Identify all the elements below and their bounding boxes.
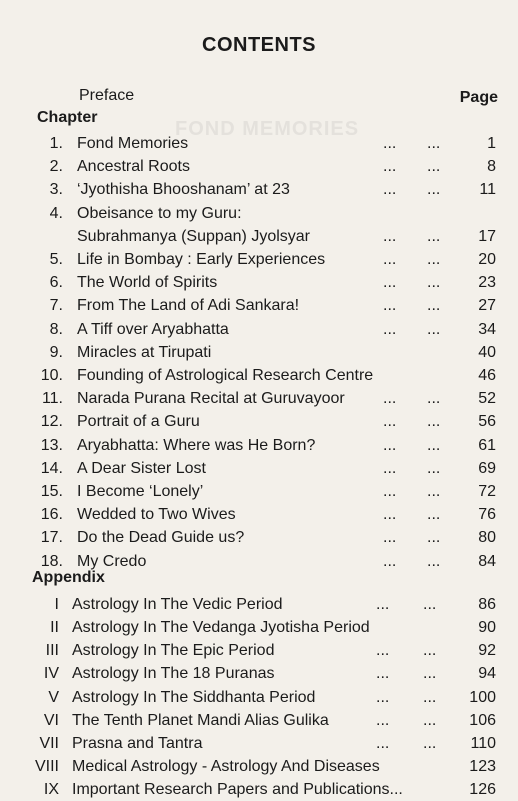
- appendix-page-number: 126: [469, 781, 496, 799]
- leader-dots: ...: [376, 688, 390, 706]
- leader-dots: ...: [427, 506, 441, 524]
- page-column-header: Page: [459, 89, 498, 106]
- appendix-title: Astrology In The Siddhanta Period: [72, 688, 316, 706]
- appendix-number: III: [45, 642, 59, 660]
- chapter-page-number: 52: [478, 390, 496, 408]
- chapter-row: [0, 526, 518, 549]
- chapter-row: [0, 225, 518, 248]
- leader-dots: ...: [383, 135, 397, 152]
- chapter-title: Do the Dead Guide us?: [77, 529, 245, 547]
- appendix-title: Medical Astrology - Astrology And Diseases: [72, 758, 380, 776]
- chapter-title: Founding of Astrological Research Centre: [77, 367, 374, 384]
- chapter-number: 16.: [40, 506, 63, 524]
- leader-dots: ...: [427, 459, 441, 477]
- chapter-section-label: Chapter: [37, 109, 98, 126]
- chapter-title: Wedded to Two Wives: [77, 506, 236, 524]
- chapter-number: 14.: [40, 459, 63, 477]
- chapter-title: Fond Memories: [77, 135, 189, 152]
- appendix-row: [0, 616, 518, 639]
- chapter-title: Life in Bombay : Early Experiences: [77, 251, 326, 268]
- leader-dots: ...: [383, 483, 397, 500]
- chapter-number: 15.: [40, 483, 63, 500]
- chapter-page-number: 27: [478, 297, 496, 315]
- chapter-title: Narada Purana Recital at Guruvayoor: [77, 390, 345, 408]
- chapter-page-number: 40: [478, 343, 496, 361]
- chapter-title: Miracles at Tirupati: [77, 343, 212, 361]
- appendix-title: Astrology In The Vedic Period: [72, 595, 283, 613]
- appendix-title: Astrology In The Epic Period: [72, 642, 275, 660]
- chapter-row: [0, 480, 518, 503]
- chapter-row: [0, 410, 518, 433]
- appendix-title: Astrology In The Vedanga Jyotisha Period: [72, 619, 370, 636]
- leader-dots: ...: [383, 320, 397, 338]
- chapter-title: The World of Spirits: [77, 274, 218, 292]
- leader-dots: ...: [383, 158, 397, 176]
- appendix-number: VI: [43, 711, 59, 729]
- appendix-page-number: 92: [478, 642, 496, 660]
- appendix-number: IX: [43, 781, 59, 799]
- chapter-number: 5.: [49, 251, 63, 268]
- bleed-through-text: FOND MEMORIES: [175, 118, 360, 140]
- leader-dots: ...: [427, 390, 441, 408]
- chapter-page-number: 61: [478, 436, 496, 454]
- leader-dots: ...: [383, 274, 397, 292]
- leader-dots: ...: [423, 688, 437, 706]
- leader-dots: ...: [376, 665, 390, 683]
- appendix-number: V: [48, 688, 59, 706]
- leader-dots: ...: [423, 735, 437, 752]
- appendix-title: Astrology In The 18 Puranas: [72, 665, 275, 683]
- leader-dots: ...: [376, 595, 390, 613]
- chapter-title: From The Land of Adi Sankara!: [77, 297, 300, 315]
- leader-dots: ...: [383, 436, 397, 454]
- chapter-number: 10.: [40, 367, 63, 384]
- leader-dots: ...: [427, 413, 441, 431]
- chapter-row: [0, 341, 518, 364]
- leader-dots: ...: [383, 506, 397, 524]
- leader-dots: ...: [423, 595, 437, 613]
- preface-label: Preface: [79, 87, 135, 104]
- chapter-page-number: 11: [479, 181, 496, 199]
- chapter-title: A Tiff over Aryabhatta: [77, 320, 229, 338]
- chapter-title: Aryabhatta: Where was He Born?: [77, 436, 316, 454]
- chapter-title: I Become ‘Lonely’: [77, 483, 204, 500]
- chapter-number: 1.: [49, 135, 63, 152]
- leader-dots: ...: [427, 251, 441, 268]
- chapter-row: [0, 178, 518, 201]
- chapter-title: ‘Jyothisha Bhooshanam’ at 23: [77, 181, 290, 199]
- appendix-page-number: 123: [469, 758, 496, 776]
- leader-dots: ...: [383, 181, 397, 199]
- appendix-page-number: 106: [469, 711, 496, 729]
- leader-dots: ...: [383, 413, 397, 431]
- appendix-number: I: [54, 595, 59, 613]
- leader-dots: ...: [423, 711, 437, 729]
- leader-dots: ...: [383, 459, 397, 477]
- chapter-page-number: 56: [478, 413, 496, 431]
- appendix-row: [0, 639, 518, 662]
- chapter-number: 12.: [40, 413, 63, 431]
- leader-dots: ...: [383, 251, 397, 268]
- leader-dots: ...: [383, 297, 397, 315]
- leader-dots: ...: [427, 181, 441, 199]
- chapter-row: [0, 271, 518, 294]
- chapter-number: 2.: [49, 158, 63, 176]
- chapter-row: [0, 457, 518, 480]
- appendix-number: VII: [39, 735, 59, 752]
- chapter-page-number: 8: [487, 158, 496, 176]
- chapter-number: 17.: [40, 529, 63, 547]
- chapter-page-number: 20: [478, 251, 496, 268]
- chapter-page-number: 72: [478, 483, 496, 500]
- appendix-title: The Tenth Planet Mandi Alias Gulika: [72, 711, 329, 729]
- chapter-number: 13.: [40, 436, 63, 454]
- chapter-number: 6.: [49, 274, 63, 292]
- leader-dots: ...: [383, 529, 397, 547]
- chapter-row: [0, 294, 518, 317]
- leader-dots: ...: [376, 735, 390, 752]
- chapter-page-number: 46: [478, 367, 496, 384]
- leader-dots: ...: [427, 552, 441, 570]
- chapter-title: A Dear Sister Lost: [77, 459, 206, 477]
- appendix-number: VIII: [34, 758, 59, 776]
- leader-dots: ...: [427, 483, 441, 500]
- leader-dots: ...: [427, 320, 441, 338]
- leader-dots: ...: [427, 529, 441, 547]
- appendix-row: [0, 662, 518, 685]
- leader-dots: ...: [383, 227, 397, 245]
- chapter-title: Obeisance to my Guru:: [77, 204, 242, 222]
- leader-dots: ...: [383, 390, 397, 408]
- chapter-title: Portrait of a Guru: [77, 413, 200, 431]
- appendix-page-number: 110: [470, 735, 496, 752]
- appendix-title: Prasna and Tantra: [72, 735, 203, 752]
- chapter-number: 11.: [41, 390, 63, 408]
- appendix-row: [0, 709, 518, 732]
- leader-dots: ...: [423, 642, 437, 660]
- chapter-page-number: 80: [478, 529, 496, 547]
- chapter-page-number: 23: [478, 274, 496, 292]
- chapter-row: [0, 387, 518, 410]
- appendix-row: [0, 593, 518, 616]
- leader-dots: ...: [427, 436, 441, 454]
- chapter-page-number: 1: [487, 135, 496, 152]
- chapter-number: 4.: [49, 204, 63, 222]
- appendix-page-number: 100: [469, 688, 496, 706]
- chapter-row: [0, 202, 518, 225]
- leader-dots: ...: [376, 711, 390, 729]
- chapter-number: 18.: [40, 552, 63, 570]
- chapter-row: [0, 132, 518, 155]
- leader-dots: ...: [427, 158, 441, 176]
- leader-dots: ...: [423, 665, 437, 683]
- appendix-title: Important Research Papers and Publications...: [72, 781, 403, 799]
- appendix-page-number: 90: [478, 619, 496, 636]
- chapter-page-number: 34: [478, 320, 496, 338]
- chapter-row: [0, 364, 518, 387]
- chapter-number: 7.: [49, 297, 63, 315]
- leader-dots: ...: [427, 227, 441, 245]
- chapter-title: My Credo: [77, 552, 147, 570]
- chapter-page-number: 76: [478, 506, 496, 524]
- leader-dots: ...: [383, 552, 397, 570]
- leader-dots: ...: [427, 135, 441, 152]
- leader-dots: ...: [376, 642, 390, 660]
- appendix-number: II: [50, 619, 59, 636]
- appendix-row: [0, 686, 518, 709]
- chapter-number: 3.: [49, 181, 63, 199]
- appendix-page-number: 86: [478, 595, 496, 613]
- chapter-page-number: 69: [478, 459, 496, 477]
- chapter-page-number: 84: [478, 552, 496, 570]
- appendix-row: [0, 732, 518, 755]
- chapter-row: [0, 503, 518, 526]
- appendix-row: [0, 778, 518, 801]
- chapter-title: Subrahmanya (Suppan) Jyolsyar: [77, 227, 311, 245]
- chapter-row: [0, 248, 518, 271]
- chapter-row: [0, 434, 518, 457]
- leader-dots: ...: [427, 297, 441, 315]
- chapter-row: [0, 318, 518, 341]
- chapter-number: 8.: [49, 320, 63, 338]
- leader-dots: ...: [427, 274, 441, 292]
- appendix-row: [0, 755, 518, 778]
- chapter-number: 9.: [49, 343, 63, 361]
- appendix-section-label: Appendix: [32, 568, 105, 586]
- chapter-title: Ancestral Roots: [77, 158, 190, 176]
- appendix-page-number: 94: [478, 665, 496, 683]
- page-title: CONTENTS: [202, 34, 316, 56]
- chapter-row: [0, 155, 518, 178]
- appendix-number: IV: [43, 665, 59, 683]
- chapter-page-number: 17: [478, 227, 496, 245]
